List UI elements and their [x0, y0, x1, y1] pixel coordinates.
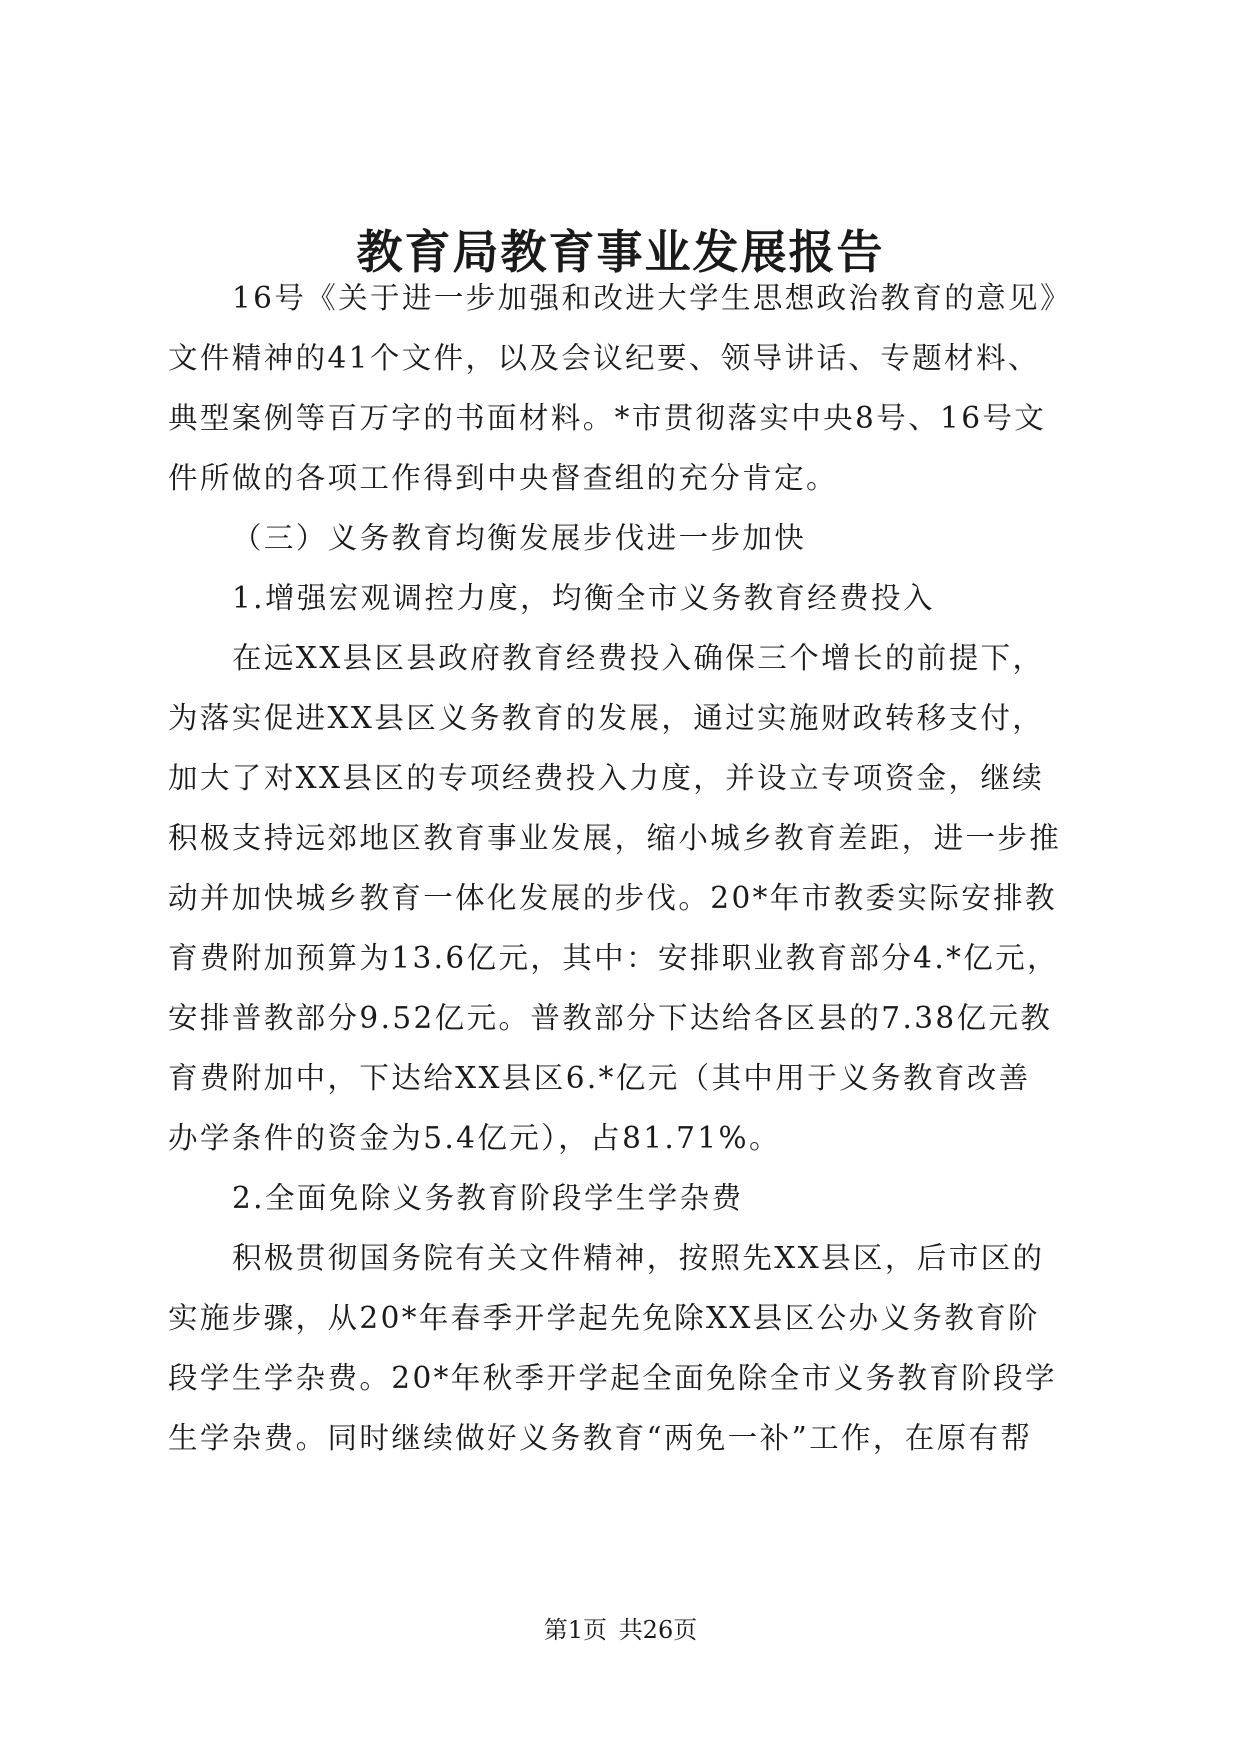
- text-line: 安排普教部分9.52亿元。普教部分下达给各区县的7.38亿元教: [168, 1001, 1053, 1035]
- text-line: 在远XX县区县政府教育经费投入确保三个增长的前提下，: [232, 641, 1045, 675]
- text-line: 育费附加中，下达给XX县区6.*亿元（其中用于义务教育改善: [168, 1061, 1031, 1095]
- text-line: 办学条件的资金为5.4亿元），占81.71%。: [168, 1121, 781, 1155]
- page-total: 共26页: [618, 1616, 698, 1644]
- text-line: 积极支持远郊地区教育事业发展，缩小城乡教育差距，进一步推: [168, 821, 1062, 855]
- text-line: 育费附加预算为13.6亿元，其中：安排职业教育部分4.*亿元，: [168, 941, 1059, 975]
- document-title: 教育局教育事业发展报告: [356, 225, 885, 279]
- text-line: 为落实促进XX县区义务教育的发展，通过实施财政转移支付，: [168, 701, 1045, 735]
- text-line: 积极贯彻国务院有关文件精神，按照先XX县区，后市区的: [232, 1241, 1045, 1275]
- text-line: 动并加快城乡教育一体化发展的步伐。20*年市教委实际安排教: [168, 881, 1057, 915]
- page-footer: [0, 1610, 1241, 1645]
- text-line: 实施步骤，从20*年春季开学起先免除XX县区公办义务教育阶: [168, 1301, 1040, 1335]
- text-line: 16号《关于进一步加强和改进大学生思想政治教育的意见》: [232, 281, 1072, 315]
- text-line: 1.增强宏观调控力度，均衡全市义务教育经费投入: [232, 581, 935, 615]
- text-line: 文件精神的41个文件，以及会议纪要、领导讲话、专题材料、: [168, 341, 1040, 375]
- text-line: 生学杂费。同时继续做好义务教育“两免一补”工作，在原有帮: [168, 1421, 1033, 1455]
- text-line: 段学生学杂费。20*年秋季开学起全面免除全市义务教育阶段学: [168, 1361, 1057, 1395]
- page-number: 第1页: [543, 1616, 608, 1644]
- text-line: 2.全面免除义务教育阶段学生学杂费: [232, 1181, 744, 1215]
- text-line: 加大了对XX县区的专项经费投入力度，并设立专项资金，继续: [168, 761, 1045, 795]
- text-line: 件所做的各项工作得到中央督查组的充分肯定。: [168, 461, 838, 495]
- document-body: [168, 268, 1088, 1468]
- text-line: （三）义务教育均衡发展步伐进一步加快: [232, 521, 807, 555]
- text-line: 典型案例等百万字的书面材料。*市贯彻落实中央8号、16号文: [168, 401, 1047, 435]
